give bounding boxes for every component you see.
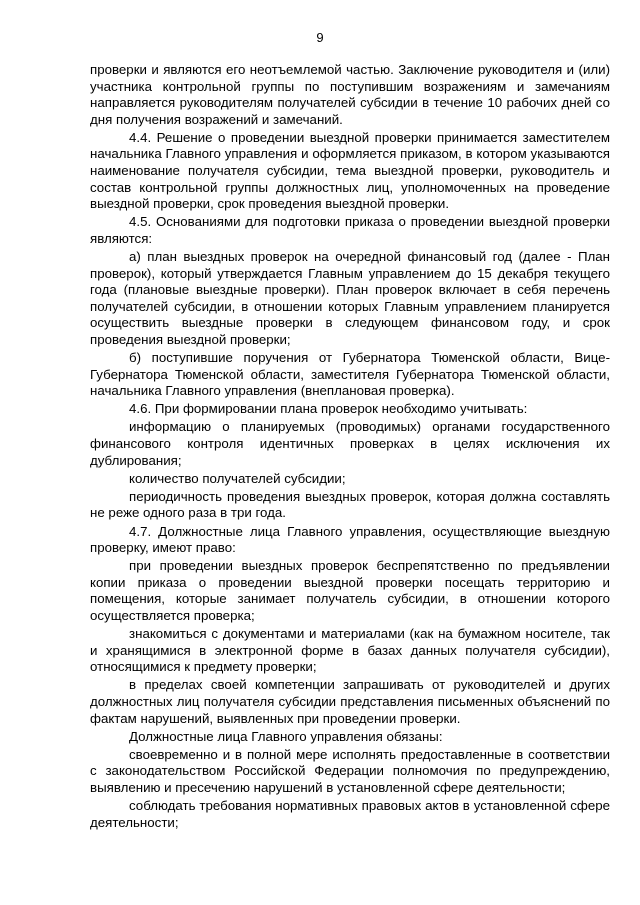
paragraph-4-7-right-3: в пределах своей компетенции запрашивать от руководителей и других должностных лиц получателя субсидии представления письменных объяснений по фактам нарушений, выявленных при проведении проверки. <box>90 677 610 726</box>
document-body <box>90 62 610 833</box>
page-number: 9 <box>316 30 324 45</box>
paragraph-4-7-right-2: знакомиться с документами и материалами (как на бумажном носителе, так и хранящимися в электронной форме в базах данных получателя субсидии), относящимися к предмету проверки; <box>90 626 610 675</box>
paragraph-4-7-right-1: при проведении выездных проверок беспрепятственно по предъявлении копии приказа о проведении выездной проверки посещать территорию и помещения, которые занимает получатель субсидии, в отношении которого осуществляется проверка; <box>90 558 610 623</box>
paragraph-4-4: 4.4. Решение о проведении выездной проверки принимается заместителем начальника Главного управления и оформляется приказом, в котором указываются наименование получателя субсидии, тема выездной проверки, руководитель и состав контрольной группы должностных лиц, уполномоченных на проведение выездной проверки, срок проведения выездной проверки. <box>90 129 610 212</box>
paragraph-continuation: проверки и являются его неотъемлемой частью. Заключение руководителя и (или) участника контрольной группы по поступившим возражениям и замечаниям направляется руководителям получателей субсидии в течение 10 рабочих дней со дня получения возражений и замечаний. <box>90 62 610 127</box>
paragraph-4-6-item-3: периодичность проведения выездных проверок, которая должна составлять не реже одного раза в три года. <box>90 488 610 521</box>
paragraph-4-6-item-1: информацию о планируемых (проводимых) органами государственного финансового контроля идентичных проверках в целях исключения их дублирования; <box>90 419 610 468</box>
paragraph-4-7: 4.7. Должностные лица Главного управления, осуществляющие выездную проверку, имеют право: <box>90 523 610 556</box>
paragraph-4-6-item-2: количество получателей субсидии; <box>129 470 346 486</box>
paragraph-duties-heading: Должностные лица Главного управления обязаны: <box>129 728 443 744</box>
paragraph-duty-1: своевременно и в полной мере исполнять предоставленные в соответствии с законодательством Российской Федерации полномочия по предупреждению, выявлению и пресечению нарушений в установленной сфере деятельности; <box>90 746 610 795</box>
paragraph-4-5-b: б) поступившие поручения от Губернатора Тюменской области, Вице-Губернатора Тюменской области, заместителя Губернатора Тюменской области, начальника Главного управления (внеплановая проверка). <box>90 350 610 399</box>
paragraph-duty-2: соблюдать требования нормативных правовых актов в установленной сфере деятельности; <box>90 798 610 830</box>
paragraph-4-5: 4.5. Основаниями для подготовки приказа о проведении выездной проверки являются: <box>90 214 610 246</box>
paragraph-4-6: 4.6. При формировании плана проверок необходимо учитывать: <box>129 401 528 417</box>
paragraph-4-5-a: а) план выездных проверок на очередной финансовый год (далее - План проверок), который утверждается Главным управлением до 15 декабря текущего года (плановые выездные проверки). План проверок включает в себя перечень получателей субсидии, в отношении которых Главным управлением планируется осуществить выездные проверки в следующем финансовом году, и срок проведения выездной проверки; <box>90 249 610 347</box>
